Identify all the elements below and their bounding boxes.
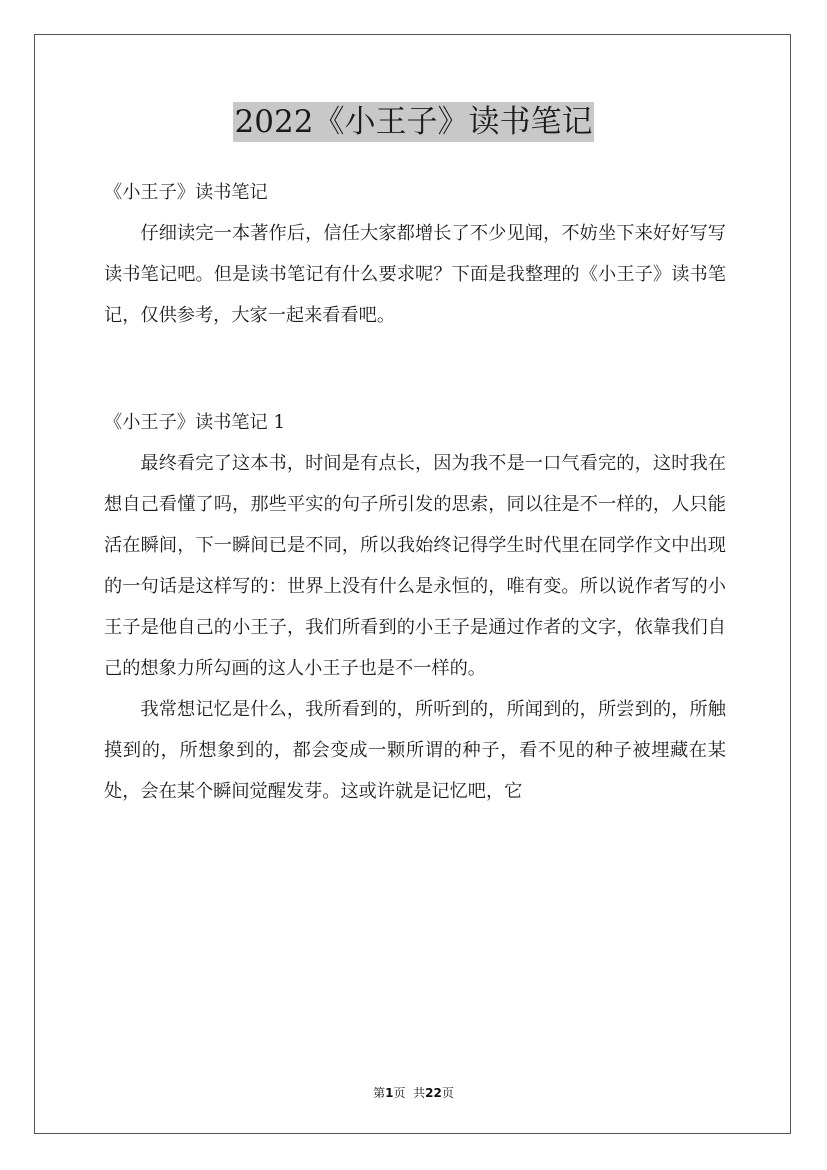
section-paragraph-1: 最终看完了这本书，时间是有点长，因为我不是一口气看完的，这时我在想自己看懂了吗，那些平实的句子所引发的思索，同以往是不一样的，人只能活在瞬间，下一瞬间已是不同，所以我始终记得学生时代里在同学作文中出现的一句话是这样写的：世界上没有什么是永恒的，唯有变。所以说作者写的小王子是他自己的小王子，我们所看到的小王子是通过作者的文字，依靠我们自己的想象力所勾画的这人小王子也是不一样的。	[104, 453, 726, 679]
total-pages: 22	[425, 1086, 442, 1100]
footer-total-suffix: 页	[441, 1086, 454, 1100]
document-title: 2022《小王子》读书笔记	[234, 104, 593, 140]
page-number: 1	[385, 1086, 394, 1100]
title-container	[0, 102, 827, 142]
section-paragraph-2: 我常想记忆是什么，我所看到的，所听到的，所闻到的，所尝到的，所触摸到的，所想象到的，都会变成一颗所谓的种子，看不见的种子被埋藏在某处，会在某个瞬间觉醒发芽。这或许就是记忆吧，它	[104, 699, 726, 802]
section-heading: 《小王子》读书笔记 1	[104, 412, 286, 433]
page-footer	[0, 1084, 827, 1101]
footer-page-suffix: 页	[393, 1086, 406, 1100]
footer-total-prefix: 共	[413, 1086, 426, 1100]
footer-prefix: 第	[373, 1086, 386, 1100]
document-body	[104, 172, 726, 812]
intro-heading: 《小王子》读书笔记	[104, 182, 268, 203]
intro-paragraph: 仔细读完一本著作后，信任大家都增长了不少见闻，不妨坐下来好好写写读书笔记吧。但是读书笔记有什么要求呢？下面是我整理的《小王子》读书笔记，仅供参考，大家一起来看看吧。	[104, 223, 726, 326]
